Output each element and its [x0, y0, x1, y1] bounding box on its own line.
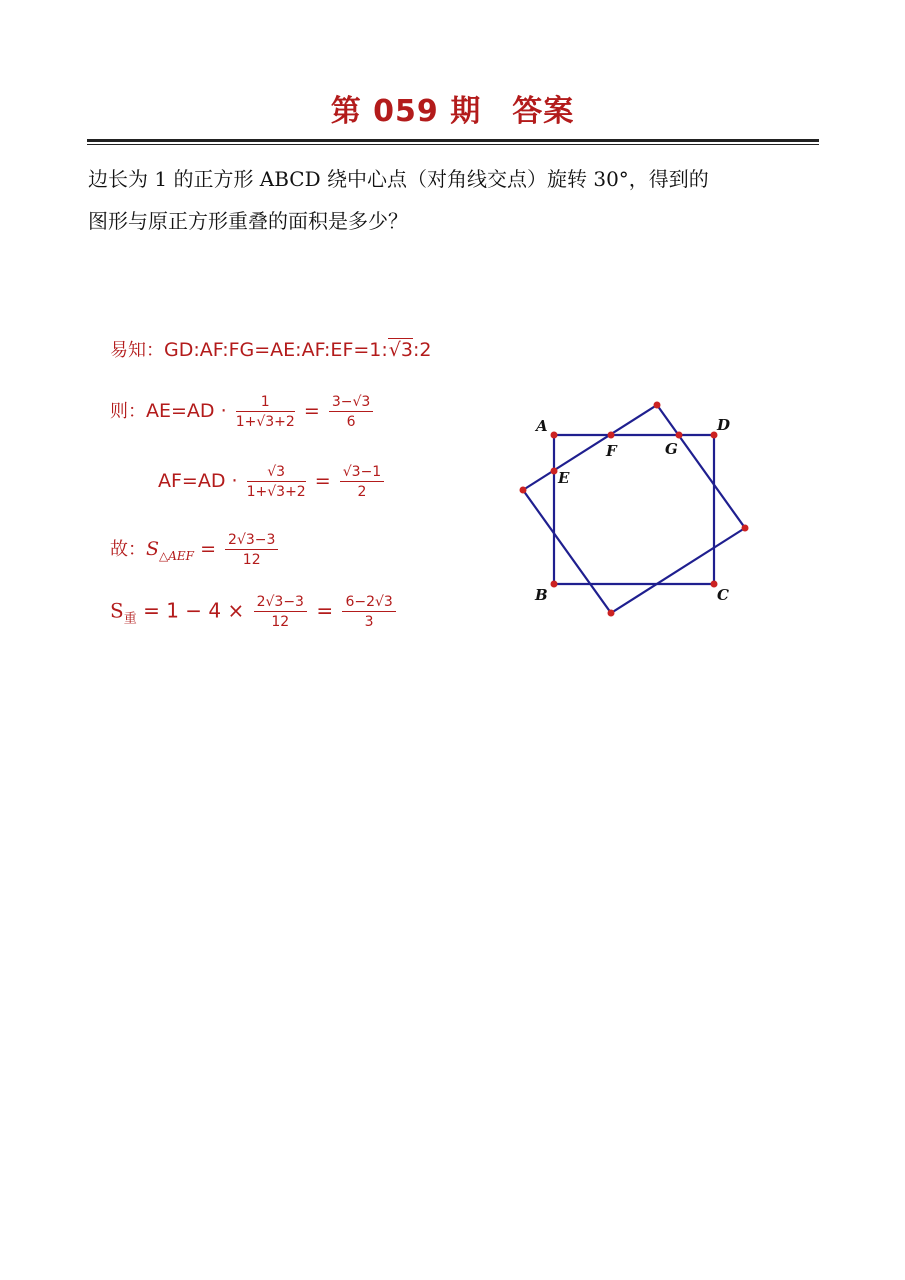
s-aef-fraction — [225, 532, 278, 568]
ae-lhs: AE=AD · — [146, 400, 227, 422]
solution-line-af — [158, 464, 387, 500]
ae-result-den: 6 — [346, 414, 356, 430]
point-e — [551, 468, 558, 475]
s-overlap-expr: = 1 − 4 × — [143, 598, 245, 623]
s-overlap-num: 2√3−3 — [254, 594, 307, 612]
ae-fraction-den: 1+√3+2 — [235, 414, 295, 430]
hence-label: 故： — [110, 539, 146, 560]
ae-result — [329, 394, 373, 430]
question-line-1: 边长为 1 的正方形 ABCD 绕中心点（对角线交点）旋转 30°，得到的 — [88, 167, 709, 191]
s-overlap-res-num: 6−2√3 — [342, 594, 395, 612]
s-aef-den: 12 — [242, 552, 261, 568]
s-aef-symbol: S — [146, 538, 160, 560]
af-fraction — [247, 464, 306, 500]
point-rotated-right — [742, 525, 749, 532]
s-overlap-result — [342, 594, 395, 630]
geometry-figure — [500, 390, 770, 630]
title-rule-thick — [87, 139, 819, 142]
af-fraction-den: 1+√3+2 — [246, 484, 306, 500]
point-g — [676, 432, 683, 439]
point-f — [608, 432, 615, 439]
af-fraction-num: √3 — [247, 464, 306, 482]
s-overlap-den: 12 — [271, 614, 290, 630]
known-label: 易知： — [110, 340, 164, 361]
ae-result-num: 3−√3 — [329, 394, 373, 412]
s-overlap-subscript: 重 — [123, 611, 137, 627]
label-a: A — [536, 417, 548, 435]
title-rule-thin — [87, 144, 819, 145]
label-g: G — [665, 440, 678, 458]
af-result-num: √3−1 — [340, 464, 384, 482]
label-d: D — [717, 416, 731, 434]
af-result — [340, 464, 384, 500]
s-overlap-res-den: 3 — [364, 614, 374, 630]
page-title: 第 059 期 答案 — [330, 94, 575, 129]
label-c: C — [717, 586, 729, 604]
label-e: E — [558, 469, 570, 487]
solution-line-s-aef — [110, 532, 281, 568]
ae-fraction — [236, 394, 295, 430]
af-result-den: 2 — [357, 484, 367, 500]
ratio-sqrt: √3 — [388, 339, 413, 361]
af-lhs: AF=AD · — [158, 470, 238, 492]
point-rotated-left — [520, 487, 527, 494]
ratio-tail: :2 — [412, 339, 432, 361]
s-aef-num: 2√3−3 — [225, 532, 278, 550]
solution-line-ae — [110, 394, 376, 430]
ratio-text: GD:AF:FG=AE:AF:EF=1: — [164, 339, 388, 361]
label-b: B — [535, 586, 548, 604]
question-line-2: 图形与原正方形重叠的面积是多少？ — [88, 209, 408, 233]
s-overlap-equals: = — [316, 598, 334, 623]
s-aef-subscript: △AEF — [159, 548, 195, 563]
solution-line-s-overlap — [110, 594, 399, 630]
label-f: F — [606, 442, 617, 460]
ae-equals: = — [303, 400, 320, 422]
af-equals: = — [314, 470, 331, 492]
s-aef-equals: = — [200, 538, 216, 560]
point-a — [551, 432, 558, 439]
point-b — [551, 581, 558, 588]
then-label: 则： — [110, 401, 146, 422]
s-overlap-fraction — [254, 594, 307, 630]
s-overlap-symbol: S — [110, 598, 124, 623]
point-rotated-bottom — [608, 610, 615, 617]
ae-fraction-num: 1 — [236, 394, 295, 412]
point-rotated-top — [654, 402, 661, 409]
solution-line-known — [110, 336, 431, 362]
question-text — [88, 158, 823, 242]
